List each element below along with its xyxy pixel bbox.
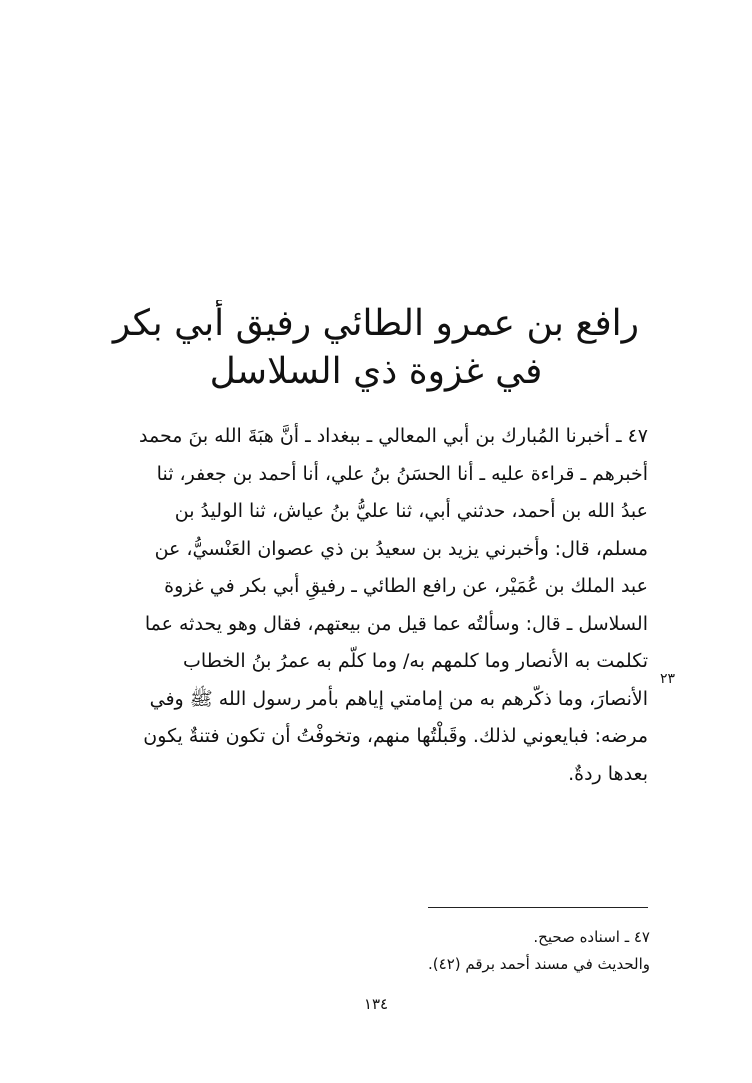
text-line: ٤٧ ـ أخبرنا المُبارك بن أبي المعالي ـ ببغداد ـ أنَّ هبَةَ الله بنَ محمد (139, 425, 648, 447)
text-line: مسلم، قال: وأخبرني يزيد بن سعيدُ بن ذي عصوان العَنْسيُّ، عن (154, 537, 648, 560)
chapter-title-line-1: رافع بن عمرو الطائي رفيق أبي بكر (112, 303, 640, 344)
footnote-line-2: والحديث في مسند أحمد برقم (٤٢). (428, 955, 650, 973)
text-line: عبدُ الله بن أحمد، حدثني أبي، ثنا عليُّ بنُ عياش، ثنا الوليدُ بن (174, 500, 648, 522)
text-line: الأنصارَ، وما ذكّرهم به من إمامتي إياهم بأمر رسول الله ﷺ وفي (149, 687, 648, 710)
text-line: بعدها ردةٌ. (568, 762, 648, 785)
text-line: أخبرهم ـ قراءة عليه ـ أنا الحسَنُ بنُ علي، أنا أحمد بن جعفر، ثنا (156, 462, 648, 485)
marginal-reference-number: ٢٣ (660, 671, 676, 687)
text-line: مرضه: فبايعوني لذلك. وقَبلْتُها منهم، وتخوفْتُ أن تكون فتنةٌ يكون (143, 725, 648, 747)
text-line: عبد الملك بن عُمَيْر، عن رافع الطائي ـ رفيقِ أبي بكر في غزوة (164, 575, 648, 597)
footnote-divider (428, 907, 648, 908)
page-number: ١٣٤ (363, 995, 389, 1013)
chapter-title (100, 300, 652, 396)
hadith-text (70, 418, 648, 793)
footnote-line-1: ٤٧ ـ اسناده صحيح. (533, 928, 650, 946)
text-line: تكلمت به الأنصار وما كلمهم به/ وما كلّم به عمرُ بنُ الخطاب (183, 650, 648, 672)
text-line: السلاسل ـ قال: وسألتُه عما قيل من بيعتهم، فقال وهو يحدثه عما (144, 612, 648, 635)
footnotes (300, 924, 650, 978)
chapter-title-line-2: في غزوة ذي السلاسل (209, 351, 543, 392)
